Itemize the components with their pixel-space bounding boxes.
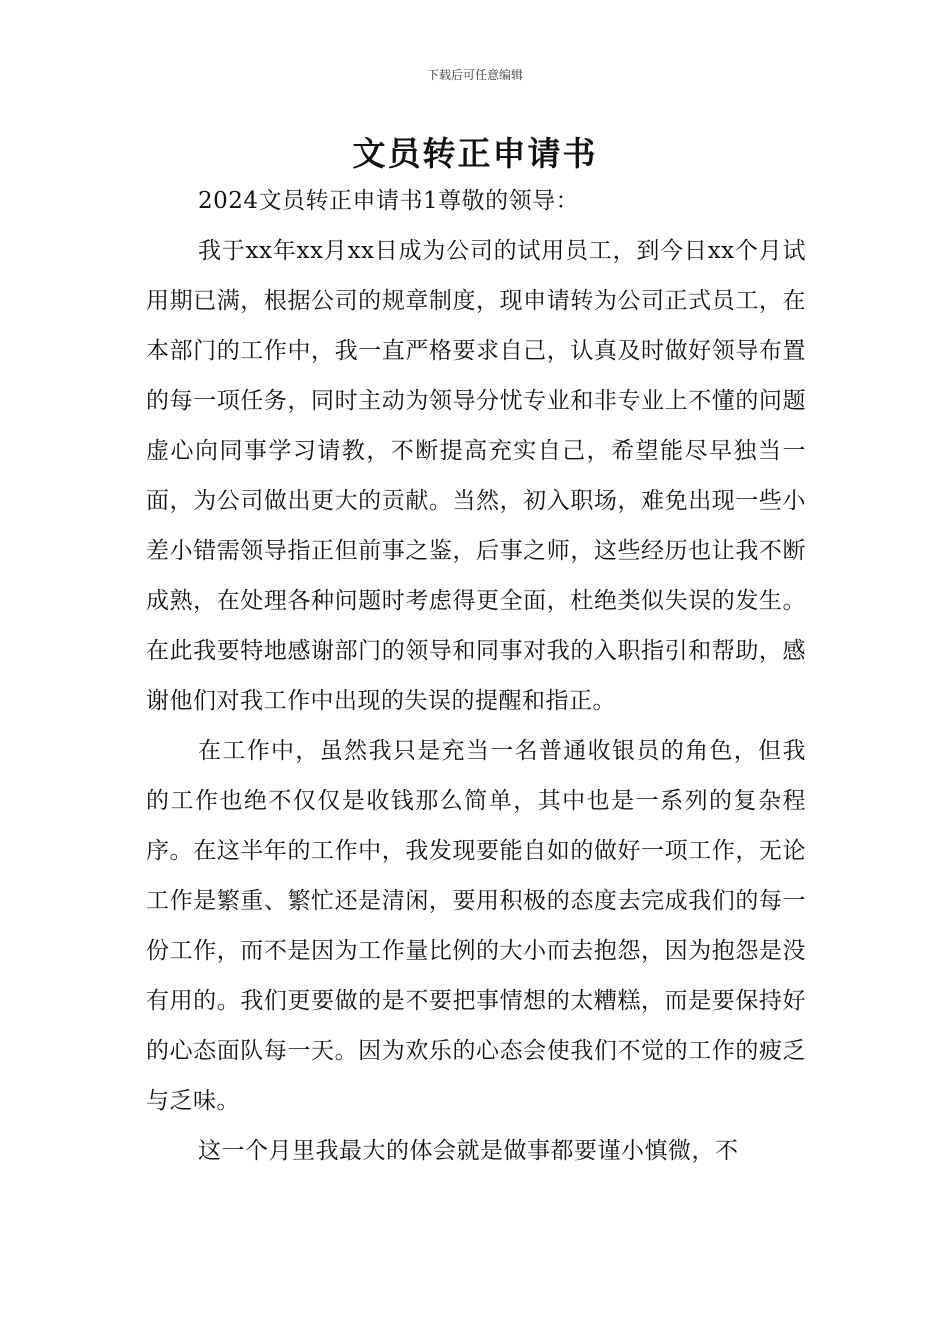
document-title: 文员转正申请书 [352,134,598,173]
paragraph-1: 我于xx年xx月xx日成为公司的试用员工，到今日xx个月试用期已满，根据公司的规章制度，现申请转为公司正式员工，在本部门的工作中，我一直严格要求自己，认真及时做好领导布置的每一项任务，同时主动为领导分忧专业和非专业上不懂的问题虚心向同事学习请教，不断提高充实自己，希望能尽早独当一面，为公司做出更大的贡献。当然，初入职场，难免出现一些小差小错需领导指正但前事之鉴，后事之师，这些经历也让我不断成熟，在处理各种问题时考虑得更全面，杜绝类似失误的发生。在此我要特地感谢部门的领导和同事对我的入职指引和帮助，感谢他们对我工作中出现的失误的提醒和指正。 [146,238,806,714]
document-body [146,176,806,1176]
header-note: 下载后可任意编辑 [426,68,523,82]
paragraph-3: 这一个月里我最大的体会就是做事都要谨小慎微，不 [198,1138,739,1164]
paragraph-salutation: 2024文员转正申请书1尊敬的领导： [198,188,580,214]
paragraph-2: 在工作中，虽然我只是充当一名普通收银员的角色，但我的工作也绝不仅仅是收钱那么简单，其中也是一系列的复杂程序。在这半年的工作中，我发现要能自如的做好一项工作，无论工作是繁重、繁忙还是清闲，要用积极的态度去完成我们的每一份工作，而不是因为工作量比例的大小而去抱怨，因为抱怨是没有用的。我们更要做的是不要把事情想的太糟糕，而是要保持好的心态面队每一天。因为欢乐的心态会使我们不觉的工作的疲乏与乏味。 [146,738,806,1114]
